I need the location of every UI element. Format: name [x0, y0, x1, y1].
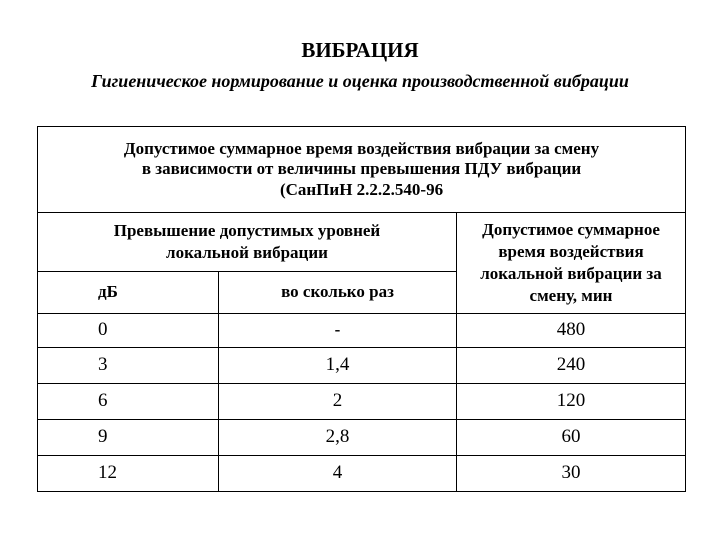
cell-db: 9 — [38, 420, 219, 456]
cell-minutes: 60 — [457, 420, 686, 456]
table-caption-line: (СанПиН 2.2.2.540-96 — [279, 179, 444, 199]
cell-times: 1,4 — [219, 348, 457, 384]
table-caption — [38, 127, 686, 213]
page-subtitle: Гигиеническое нормирование и оценка производственной вибрации — [91, 71, 629, 91]
cell-db: 12 — [38, 456, 219, 492]
cell-times: - — [219, 314, 457, 348]
cell-minutes: 30 — [457, 456, 686, 492]
table-row — [38, 384, 686, 420]
cell-minutes: 120 — [457, 384, 686, 420]
table-row — [38, 314, 686, 348]
table-row — [38, 420, 686, 456]
cell-times: 2 — [219, 384, 457, 420]
cell-db: 3 — [38, 348, 219, 384]
cell-minutes: 480 — [457, 314, 686, 348]
column-header-line: локальной вибрации за — [480, 264, 662, 283]
column-header-line: смену, мин — [529, 286, 613, 306]
page-title: ВИБРАЦИЯ — [301, 38, 419, 62]
cell-db: 6 — [38, 384, 219, 420]
group-header-line: локальной вибрации — [166, 243, 328, 262]
cell-db: 0 — [38, 314, 219, 348]
column-header-db: дБ — [38, 272, 219, 314]
column-header-times: во сколько раз — [219, 272, 457, 314]
table-row — [38, 348, 686, 384]
group-header-line: Превышение допустимых уровней — [113, 220, 381, 240]
table-caption-line: Допустимое суммарное время воздействия вибрации за смену — [123, 138, 600, 158]
cell-minutes: 240 — [457, 348, 686, 384]
table-caption-line: в зависимости от величины превышения ПДУ вибрации — [141, 159, 582, 179]
column-header-minutes — [457, 213, 686, 314]
cell-times: 4 — [219, 456, 457, 492]
column-header-line: Допустимое суммарное — [482, 219, 660, 239]
table-row — [38, 456, 686, 492]
group-header — [38, 213, 457, 272]
cell-times: 2,8 — [219, 420, 457, 456]
column-header-line: время воздействия — [498, 241, 644, 261]
vibration-norms-table — [37, 126, 686, 492]
